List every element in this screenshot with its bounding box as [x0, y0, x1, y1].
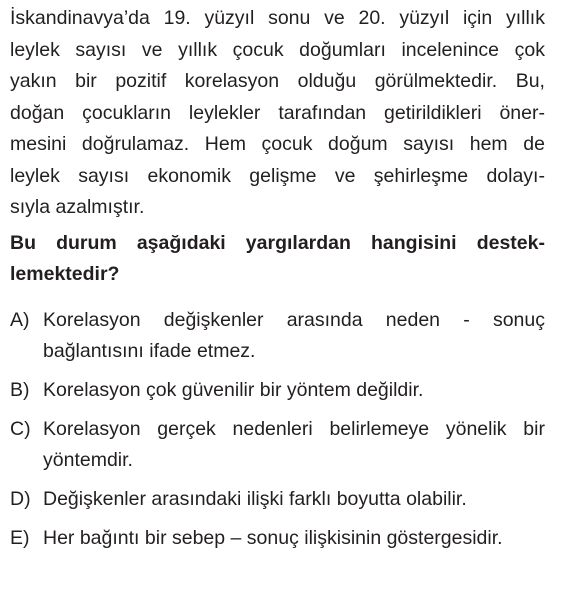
- option-line: Her bağıntı bir sebep – sonuç ilişkisinin göstergesidir.: [43, 526, 503, 549]
- option-line: yöntemdir.: [43, 448, 133, 471]
- option-text: [43, 484, 545, 515]
- option-letter: D): [10, 487, 31, 510]
- option-b[interactable]: [10, 375, 545, 406]
- option-line: Korelasyon gerçek nedenleri belirlemeye yönelik bir: [43, 417, 545, 440]
- option-c[interactable]: [10, 414, 545, 476]
- question-line: Bu durum aşağıdaki yargılardan hangisini destek-: [10, 231, 545, 254]
- question-stem: [10, 0, 545, 224]
- question-line: lemektedir?: [10, 263, 120, 285]
- option-text: [43, 375, 545, 406]
- option-line: Değişkenler arasındaki ilişki farklı boyutta olabilir.: [43, 487, 467, 510]
- stem-line: doğan çocukların leylekler tarafından getirildikleri öner-: [10, 101, 545, 124]
- stem-line: yakın bir pozitif korelasyon olduğu görülmektedir. Bu,: [10, 70, 545, 92]
- option-letter: B): [10, 378, 30, 401]
- answer-options: [10, 305, 545, 554]
- stem-line: mesini doğrulamaz. Hem çocuk doğum sayısı hem de: [10, 133, 545, 155]
- option-line: Korelasyon değişkenler arasında neden - sonuç: [43, 308, 545, 331]
- option-line: Korelasyon çok güvenilir bir yöntem değildir.: [43, 378, 424, 401]
- option-letter: E): [10, 526, 30, 549]
- option-a[interactable]: [10, 305, 545, 367]
- stem-line: sıyla azalmıştır.: [10, 196, 145, 218]
- option-text: [43, 305, 545, 367]
- option-letter: C): [10, 417, 31, 440]
- option-text: [43, 414, 545, 476]
- option-text: [43, 523, 545, 554]
- question-prompt: [10, 228, 545, 291]
- stem-line: İskandinavya’da 19. yüzyıl sonu ve 20. yüzyıl için yıllık: [10, 7, 545, 29]
- stem-line: leylek sayısı ekonomik gelişme ve şehirleşme dolayı-: [10, 164, 545, 187]
- option-e[interactable]: [10, 523, 545, 554]
- stem-line: leylek sayısı ve yıllık çocuk doğumları incelenince çok: [10, 38, 545, 61]
- option-letter: A): [10, 308, 30, 331]
- option-line: bağlantısını ifade etmez.: [43, 339, 256, 362]
- option-d[interactable]: [10, 484, 545, 515]
